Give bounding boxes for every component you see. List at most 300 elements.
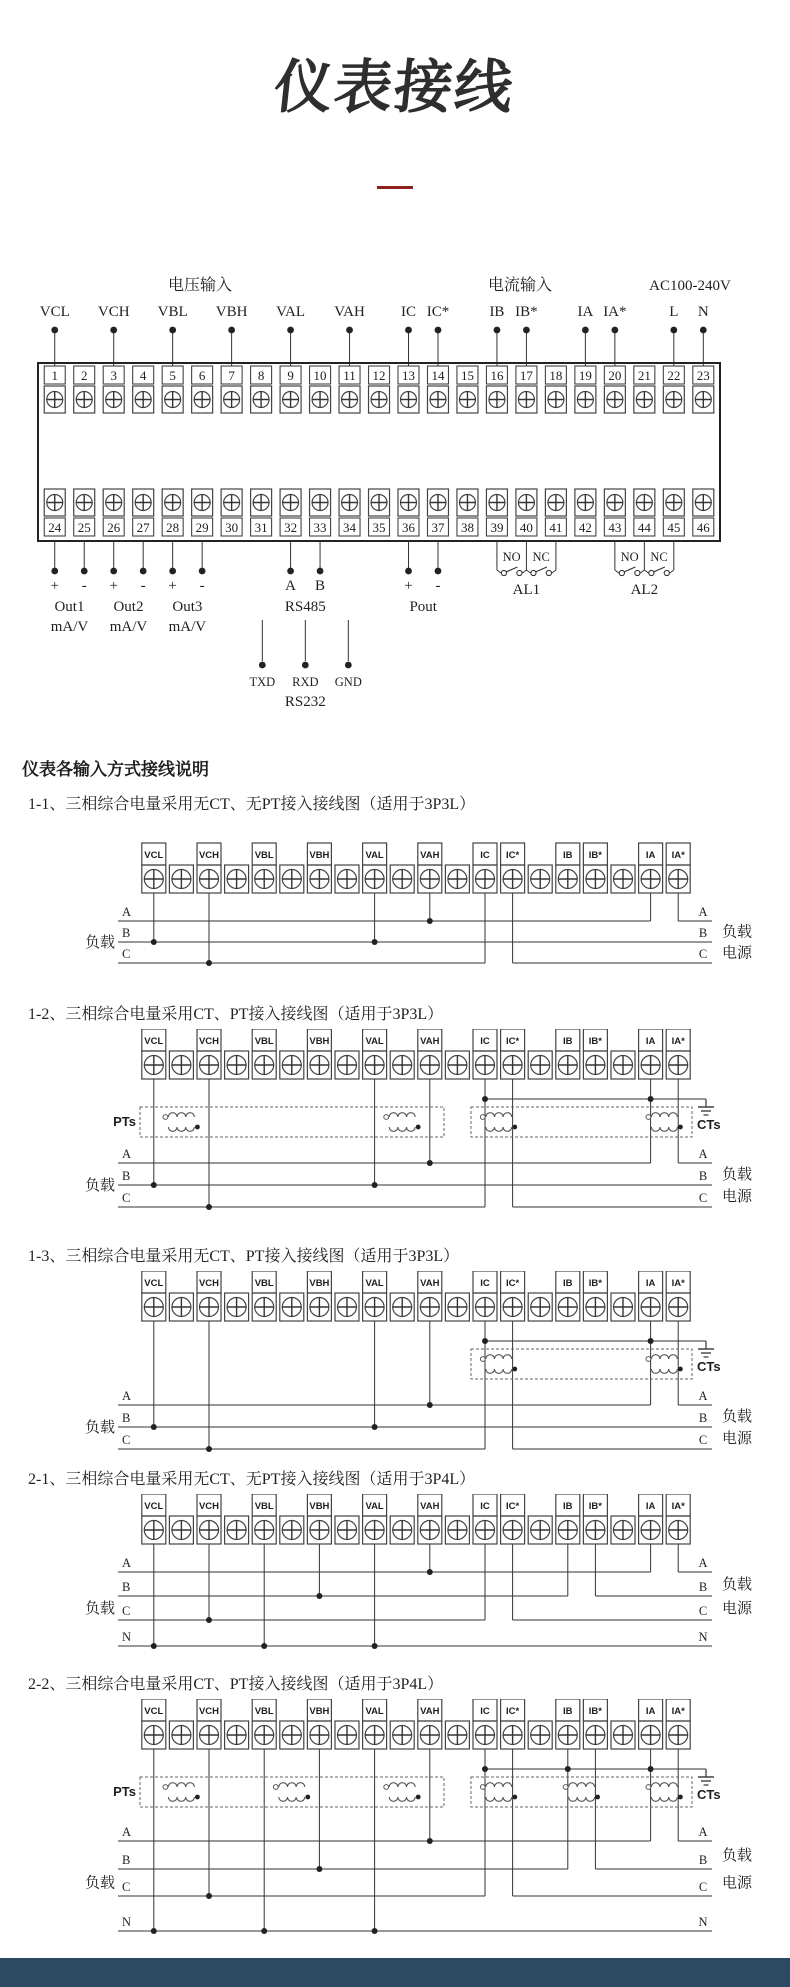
screw-terminal-icon — [556, 865, 580, 893]
junction-dot — [261, 1928, 267, 1934]
screw-terminal-icon — [133, 386, 154, 413]
terminal-number: 34 — [343, 520, 357, 535]
screw-terminal-icon — [307, 1051, 331, 1079]
junction-dot — [611, 327, 618, 334]
screw-terminal-icon — [162, 386, 183, 413]
screw-terminal-icon — [418, 1721, 442, 1749]
terminal-number: 19 — [578, 368, 592, 383]
screw-terminal-icon — [604, 386, 625, 413]
screw-terminal-icon — [611, 1051, 635, 1079]
terminal-number: 4 — [139, 368, 147, 383]
coil-terminal-dot — [195, 1125, 200, 1130]
junction-dot — [700, 327, 707, 334]
bus-phase-label-right: B — [698, 1580, 708, 1594]
primary-winding — [389, 1783, 415, 1787]
slot-label: IB — [563, 1706, 573, 1717]
slot-label: IB* — [588, 1278, 603, 1289]
title-divider — [377, 186, 413, 189]
junction-dot — [482, 1096, 488, 1102]
junction-dot — [206, 1893, 212, 1899]
screw-terminal-icon — [339, 489, 360, 516]
bus-phase-label-right: C — [698, 1604, 708, 1618]
screw-terminal-icon — [556, 1516, 580, 1544]
junction-dot — [261, 1643, 267, 1649]
coil-terminal-open — [646, 1357, 651, 1362]
top-terminal-label: VBH — [215, 304, 248, 320]
slot-label: IA — [645, 1036, 656, 1047]
top-terminal-label: VAL — [276, 304, 306, 320]
top-terminal-label: VCL — [39, 304, 70, 320]
contact-wire — [552, 570, 556, 573]
bus-phase-label-left: B — [122, 1411, 131, 1425]
slot-label: IC* — [505, 1501, 520, 1512]
ground-icon — [698, 1099, 714, 1115]
load-label-right: 负载 — [722, 1166, 753, 1183]
junction-dot — [482, 1766, 488, 1772]
terminal-number: 44 — [637, 520, 651, 535]
screw-terminal-icon — [445, 1516, 469, 1544]
terminal-number: 13 — [402, 368, 415, 383]
transformer-coil-icon — [563, 1783, 600, 1802]
pin-polarity-label: + — [50, 578, 59, 594]
screw-terminal-icon — [583, 1051, 607, 1079]
junction-dot — [345, 662, 352, 669]
screw-terminal-icon — [251, 386, 272, 413]
junction-dot — [259, 662, 266, 669]
pin-polarity-label: - — [140, 578, 146, 594]
slot-label: VAH — [420, 1706, 440, 1717]
transformer-coil-icon — [646, 1355, 683, 1374]
screw-terminal-icon — [142, 865, 166, 893]
screw-terminal-icon — [604, 489, 625, 516]
secondary-winding — [651, 1127, 677, 1131]
slot-label: IB* — [588, 1036, 603, 1047]
bus-phase-label-left: N — [122, 1915, 132, 1929]
load-label-right: 负载 — [722, 923, 753, 941]
screw-terminal-icon — [225, 1721, 249, 1749]
screw-terminal-icon — [197, 1051, 221, 1079]
slot-label: VAH — [420, 1036, 440, 1047]
pt-label: PTs — [113, 1784, 136, 1799]
ground-icon — [698, 1341, 714, 1357]
screw-terminal-icon — [666, 1293, 690, 1321]
slot-label: VBL — [254, 1501, 274, 1512]
screw-terminal-icon — [335, 1293, 359, 1321]
slot-label: VAL — [365, 850, 384, 861]
terminal-number: 26 — [107, 520, 121, 535]
terminal-number: 10 — [313, 368, 327, 383]
screw-terminal-icon — [528, 1293, 552, 1321]
slot-label: VBH — [309, 850, 330, 861]
junction-dot — [372, 1182, 378, 1188]
slot-label: VCH — [198, 1501, 220, 1512]
primary-winding — [651, 1113, 677, 1117]
screw-terminal-icon — [583, 865, 607, 893]
terminal-number: 42 — [578, 520, 592, 535]
slot-label: IC — [480, 1501, 490, 1512]
junction-dot — [427, 918, 433, 924]
pt-box — [140, 1777, 444, 1807]
slot-label: IC — [480, 1706, 490, 1717]
pin-polarity-label: + — [109, 578, 118, 594]
screw-terminal-icon — [427, 489, 448, 516]
secondary-winding — [486, 1797, 512, 1801]
slot-label: IB* — [588, 850, 603, 861]
contact-lever — [624, 567, 635, 572]
junction-dot — [648, 1338, 654, 1344]
screw-terminal-icon — [197, 1293, 221, 1321]
slot-label: VBH — [309, 1706, 330, 1717]
junction-dot — [51, 327, 58, 334]
slot-label: VBL — [254, 1036, 274, 1047]
contact-wire — [526, 570, 530, 573]
analog-output-unit: mA/V — [109, 619, 148, 635]
diagram-title: 1-3、三相综合电量采用无CT、PT接入接线图（适用于3P3L） — [28, 1248, 460, 1265]
screw-terminal-icon — [457, 489, 478, 516]
screw-terminal-icon — [335, 1051, 359, 1079]
screw-terminal-icon — [280, 386, 301, 413]
wiring-diagram-2 — [0, 1005, 790, 1229]
bus-phase-label-left: A — [122, 1389, 132, 1403]
junction-dot — [648, 1096, 654, 1102]
slot-label: IA* — [671, 850, 685, 861]
pin-polarity-label: - — [81, 578, 87, 594]
coil-terminal-dot — [416, 1795, 421, 1800]
ct-box — [471, 1107, 692, 1137]
bus-phase-label-left: B — [122, 1169, 131, 1183]
screw-terminal-icon — [225, 1516, 249, 1544]
coil-terminal-open — [563, 1785, 568, 1790]
secondary-winding — [651, 1369, 677, 1373]
voltage-input-group-label: 电压输入 — [167, 277, 233, 294]
bus-phase-label-left: A — [122, 905, 132, 919]
bus-phase-label-right: A — [698, 1825, 708, 1839]
relay-nc-label: NC — [532, 550, 550, 564]
screw-terminal-icon — [280, 489, 301, 516]
slot-label: IC — [480, 850, 490, 861]
slot-label: VAL — [365, 1278, 384, 1289]
pout-pin-label: - — [435, 578, 441, 594]
screw-terminal-icon — [142, 1293, 166, 1321]
coil-terminal-open — [646, 1115, 651, 1120]
junction-dot — [427, 1838, 433, 1844]
screw-terminal-icon — [666, 1516, 690, 1544]
primary-winding — [168, 1783, 194, 1787]
screw-terminal-icon — [142, 1721, 166, 1749]
load-label-left: 负载 — [84, 934, 116, 951]
transformer-coil-icon — [646, 1783, 683, 1802]
secondary-winding — [486, 1369, 512, 1373]
primary-winding — [389, 1113, 415, 1117]
screw-terminal-icon — [197, 1721, 221, 1749]
screw-terminal-icon — [335, 1516, 359, 1544]
screw-terminal-icon — [252, 1051, 276, 1079]
screw-terminal-icon — [252, 1721, 276, 1749]
diagram-title: 2-1、三相综合电量采用无CT、无PT接入接线图（适用于3P4L） — [28, 1471, 476, 1488]
contact-point — [635, 570, 640, 575]
junction-dot — [372, 1424, 378, 1430]
junction-dot — [648, 1766, 654, 1772]
screw-terminal-icon — [280, 1293, 304, 1321]
screw-terminal-icon — [280, 865, 304, 893]
contact-wire — [640, 570, 644, 573]
junction-dot — [435, 568, 442, 575]
slot-label: VAH — [420, 850, 440, 861]
top-terminal-label: VBL — [157, 304, 188, 320]
junction-dot — [435, 327, 442, 334]
secondary-winding — [389, 1127, 415, 1131]
slot-label: VCL — [144, 1501, 164, 1512]
junction-dot — [151, 1182, 157, 1188]
junction-dot — [346, 327, 353, 334]
screw-terminal-icon — [280, 1051, 304, 1079]
junction-dot — [287, 568, 294, 575]
analog-output-unit: mA/V — [168, 619, 207, 635]
screw-terminal-icon — [516, 489, 537, 516]
slot-label: VCH — [198, 1278, 220, 1289]
screw-terminal-icon — [666, 865, 690, 893]
coil-terminal-open — [480, 1357, 485, 1362]
bus-phase-label-left: C — [122, 947, 131, 961]
screw-terminal-icon — [516, 386, 537, 413]
coil-terminal-open — [384, 1785, 389, 1790]
bus-phase-label-right: B — [698, 926, 708, 940]
junction-dot — [206, 1617, 212, 1623]
contact-lever — [506, 567, 517, 572]
contact-point — [649, 570, 654, 575]
pout-label: Pout — [409, 599, 437, 615]
screw-terminal-icon — [639, 1293, 663, 1321]
source-label-right: 电源 — [722, 944, 753, 962]
terminal-number: 22 — [667, 368, 681, 383]
junction-dot — [51, 568, 58, 575]
screw-terminal-icon — [418, 1293, 442, 1321]
load-label-left: 负载 — [84, 1177, 116, 1194]
ground-icon — [698, 1769, 714, 1785]
terminal-number: 12 — [372, 368, 386, 383]
screw-terminal-icon — [369, 386, 390, 413]
slot-label: VAL — [365, 1706, 384, 1717]
slot-label: IC — [480, 1278, 490, 1289]
junction-dot — [427, 1160, 433, 1166]
screw-terminal-icon — [339, 386, 360, 413]
screw-terminal-icon — [192, 386, 213, 413]
screw-terminal-icon — [369, 489, 390, 516]
coil-terminal-dot — [512, 1125, 517, 1130]
terminal-number: 9 — [287, 368, 294, 383]
junction-dot — [427, 1402, 433, 1408]
rs232-pin-label: TXD — [249, 675, 276, 689]
terminal-number: 6 — [198, 368, 206, 383]
relay-contact-icon — [497, 567, 526, 576]
bus-phase-label-left: C — [122, 1880, 131, 1894]
bus-phase-label-left: A — [122, 1147, 132, 1161]
rs485-pin-label: A — [285, 578, 297, 594]
junction-dot — [405, 568, 412, 575]
screw-terminal-icon — [639, 1721, 663, 1749]
terminal-number: 36 — [402, 520, 415, 535]
slot-label: IB — [563, 1036, 573, 1047]
screw-terminal-icon — [583, 1516, 607, 1544]
terminal-number: 21 — [637, 368, 651, 383]
terminal-number: 29 — [195, 520, 209, 535]
screw-terminal-icon — [501, 1293, 525, 1321]
screw-terminal-icon — [427, 386, 448, 413]
slot-label: IC* — [505, 1706, 520, 1717]
terminal-number: 28 — [166, 520, 180, 535]
top-terminal-label: IC — [401, 304, 416, 320]
pout-pin-label: + — [404, 578, 413, 594]
screw-terminal-icon — [556, 1293, 580, 1321]
terminal-number: 23 — [696, 368, 710, 383]
relay-nc-label: NC — [650, 550, 668, 564]
bus-phase-label-right: C — [698, 1191, 708, 1205]
screw-terminal-icon — [486, 386, 507, 413]
junction-dot — [206, 1204, 212, 1210]
bus-phase-label-left: B — [122, 1853, 131, 1867]
terminal-number: 1 — [51, 368, 58, 383]
slot-label: IA — [645, 1706, 656, 1717]
slot-label: IA — [645, 850, 656, 861]
screw-terminal-icon — [398, 386, 419, 413]
ct-box — [471, 1777, 692, 1807]
coil-terminal-dot — [512, 1367, 517, 1372]
screw-terminal-icon — [418, 1516, 442, 1544]
junction-dot — [482, 1338, 488, 1344]
screw-terminal-icon — [473, 1293, 497, 1321]
top-terminal-label: N — [697, 304, 709, 320]
bus-phase-label-right: A — [698, 1389, 708, 1403]
bus-phase-label-left: A — [122, 1825, 132, 1839]
screw-terminal-icon — [169, 1051, 193, 1079]
terminal-number: 18 — [549, 368, 563, 383]
transformer-coil-icon — [384, 1113, 421, 1132]
contact-wire — [522, 570, 526, 573]
ct-label: CTs — [697, 1787, 721, 1802]
terminal-number: 31 — [254, 520, 268, 535]
screw-terminal-icon — [663, 489, 684, 516]
contact-wire — [644, 570, 648, 573]
alarm-relay-label: AL1 — [512, 582, 541, 598]
terminal-number: 25 — [77, 520, 91, 535]
slot-label: VBH — [309, 1278, 330, 1289]
slot-label: VCL — [144, 850, 164, 861]
slot-label: VBL — [254, 1278, 274, 1289]
screw-terminal-icon — [556, 1721, 580, 1749]
screw-terminal-icon — [169, 1293, 193, 1321]
junction-dot — [206, 1446, 212, 1452]
slot-label: IA* — [671, 1036, 685, 1047]
junction-dot — [523, 327, 530, 334]
coil-terminal-dot — [595, 1795, 600, 1800]
contact-point — [664, 570, 669, 575]
contact-lever — [653, 567, 664, 572]
secondary-winding — [168, 1127, 194, 1131]
coil-terminal-dot — [305, 1795, 310, 1800]
screw-terminal-icon — [251, 489, 272, 516]
screw-terminal-icon — [639, 865, 663, 893]
screw-terminal-icon — [307, 865, 331, 893]
screw-terminal-icon — [634, 386, 655, 413]
ct-box — [471, 1349, 692, 1379]
terminal-number: 8 — [257, 368, 265, 383]
screw-terminal-icon — [583, 1721, 607, 1749]
primary-winding — [486, 1355, 512, 1359]
screw-terminal-icon — [225, 1293, 249, 1321]
contact-lever — [535, 567, 546, 572]
screw-terminal-icon — [583, 1293, 607, 1321]
screw-terminal-icon — [473, 1721, 497, 1749]
primary-winding — [279, 1783, 305, 1787]
bus-phase-label-left: N — [122, 1630, 132, 1644]
junction-dot — [372, 1643, 378, 1649]
slot-label: IB* — [588, 1501, 603, 1512]
source-label-right: 电源 — [722, 1430, 753, 1447]
screw-terminal-icon — [473, 865, 497, 893]
current-input-group-label: 电流输入 — [487, 277, 553, 294]
slot-label: IA* — [671, 1706, 685, 1717]
bus-phase-label-right: B — [698, 1411, 708, 1425]
screw-terminal-icon — [390, 1516, 414, 1544]
bus-phase-label-right: C — [698, 1433, 708, 1447]
junction-dot — [151, 1643, 157, 1649]
screw-terminal-icon — [445, 865, 469, 893]
slot-label: VCH — [198, 1706, 220, 1717]
primary-winding — [486, 1113, 512, 1117]
bus-phase-label-right: C — [698, 947, 708, 961]
slot-label: IB — [563, 850, 573, 861]
bus-phase-label-left: C — [122, 1604, 131, 1618]
terminal-number: 41 — [549, 520, 563, 535]
junction-dot — [287, 327, 294, 334]
bus-phase-label-left: B — [122, 1580, 131, 1594]
coil-terminal-open — [273, 1785, 278, 1790]
wiring-diagram-5 — [0, 1675, 790, 1952]
footer-bar — [0, 1958, 790, 1987]
contact-point — [517, 570, 522, 575]
analog-output-name: Out2 — [113, 599, 144, 615]
screw-terminal-icon — [363, 1051, 387, 1079]
primary-winding — [168, 1113, 194, 1117]
screw-terminal-icon — [252, 1516, 276, 1544]
junction-dot — [151, 939, 157, 945]
bus-phase-label-right: N — [698, 1915, 708, 1929]
slot-label: IB — [563, 1278, 573, 1289]
screw-terminal-icon — [473, 1516, 497, 1544]
section-heading: 仪表各输入方式接线说明 — [22, 760, 209, 779]
alarm-relay-label: AL2 — [630, 582, 659, 598]
relay-contact-icon — [615, 567, 644, 576]
top-terminal-label: IA* — [603, 304, 627, 320]
transformer-coil-icon — [480, 1783, 517, 1802]
slot-label: IC* — [505, 1278, 520, 1289]
junction-dot — [228, 327, 235, 334]
terminal-number: 14 — [431, 368, 445, 383]
top-terminal-label: L — [669, 304, 679, 320]
screw-terminal-icon — [473, 1051, 497, 1079]
terminal-number: 5 — [169, 368, 176, 383]
slot-label: VCL — [144, 1036, 164, 1047]
contact-wire — [615, 570, 619, 573]
terminal-number: 2 — [80, 368, 88, 383]
terminal-number: 11 — [343, 368, 356, 383]
screw-terminal-icon — [280, 1516, 304, 1544]
terminal-number: 35 — [372, 520, 386, 535]
junction-dot — [169, 568, 176, 575]
load-label-right: 负载 — [722, 1408, 753, 1425]
screw-terminal-icon — [528, 1516, 552, 1544]
primary-winding — [486, 1783, 512, 1787]
